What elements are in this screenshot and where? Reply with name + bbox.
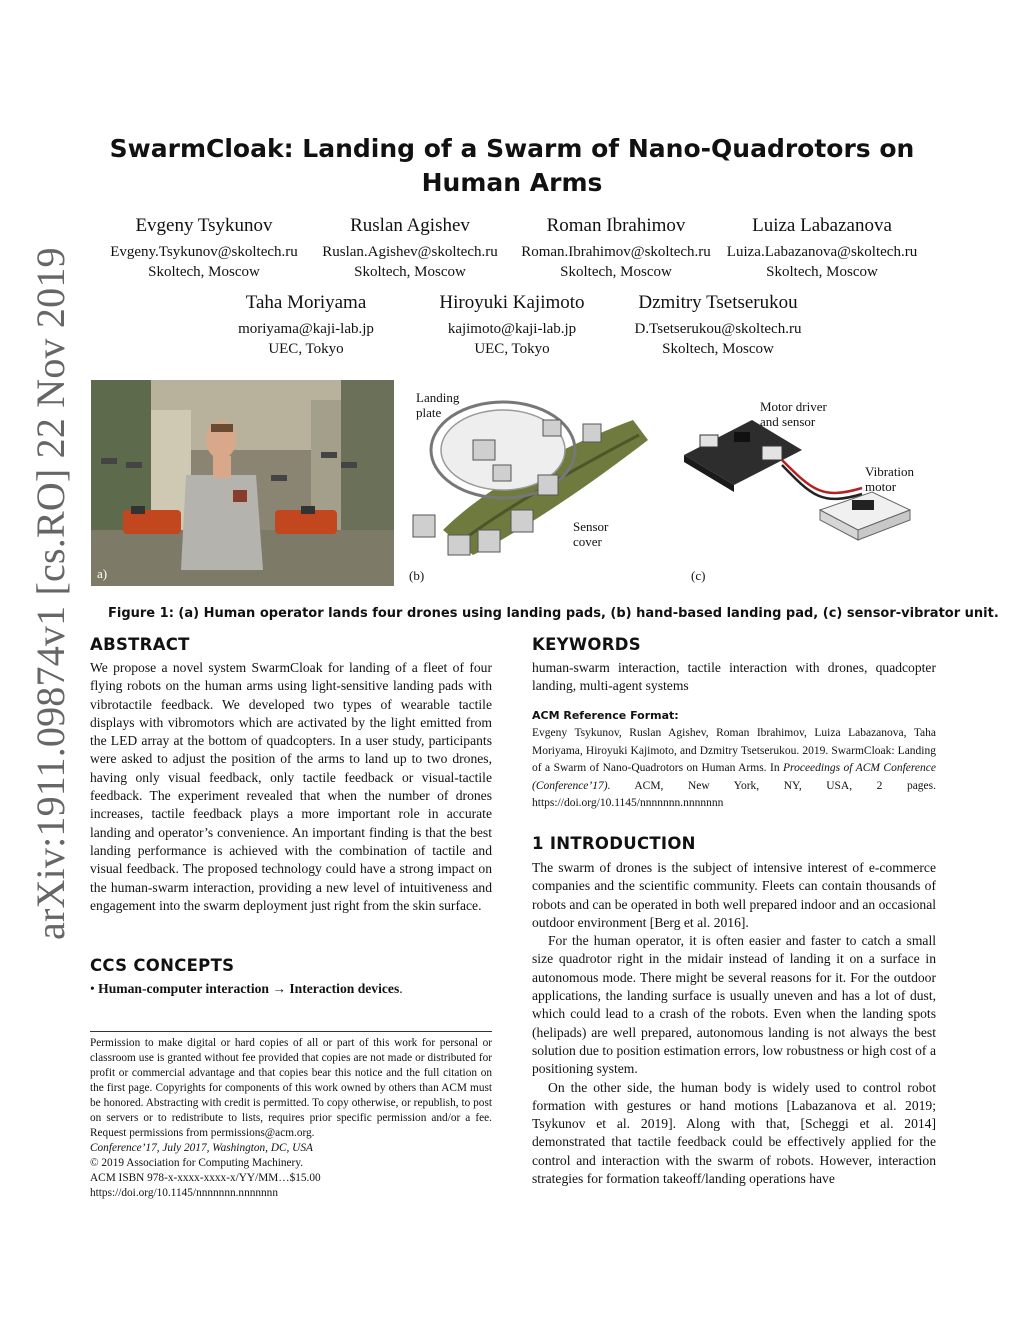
arxiv-stamp: arXiv:1911.09874v1 [cs.RO] 22 Nov 2019	[28, 247, 73, 940]
author-name: Luiza Labazanova	[752, 215, 892, 236]
ccs-bullet: •	[90, 981, 95, 996]
panel-label-a: a)	[97, 566, 108, 581]
isbn-line: ACM ISBN 978-x-xxxx-xxxx-x/YY/MM…$15.00	[90, 1172, 321, 1184]
figure-panel-a	[91, 380, 394, 586]
author-email: moriyama@kaji-lab.jp	[238, 321, 374, 337]
acm-reference-text: Evgeny Tsykunov, Ruslan Agishev, Roman Ibrahimov, Luiza Labazanova, Taha Moriyama, Hiroyuki Kajimoto, and Dzmitry Tsetserukou. 2019. SwarmCloak: Landing of a Swarm of Nano-Quadrotors on Human Arms. In	[532, 727, 936, 774]
introduction-body	[532, 859, 936, 1188]
label-motor-driver-line2: and sensor	[760, 414, 816, 429]
label-sensor-cover-line1: Sensor	[573, 519, 609, 534]
author-name: Ruslan Agishev	[350, 215, 470, 236]
figure-caption: Figure 1: (a) Human operator lands four drones using landing pads, (b) hand-based landing pad, (c) sensor-vibrator unit.	[108, 606, 999, 621]
ccs-item-hci: Human-computer interaction	[98, 981, 269, 996]
introduction-heading: 1 INTRODUCTION	[532, 834, 696, 853]
label-landing-plate-line2: plate	[416, 405, 442, 420]
author-email: Evgeny.Tsykunov@skoltech.ru	[110, 244, 298, 260]
intro-paragraph-3: On the other side, the human body is widely used to control robot formation with gestures or hand motions [Labazanova et al. 2019; Tsykunov et al. 2019]. Along with that, [Scheggi et al. 2014] demonstrated that tactile feedback could be effectively applied for the control and interaction with the swarm of robots. However, interaction strategies for formation takeoff/landing operations have	[532, 1079, 936, 1187]
author-name: Roman Ibrahimov	[546, 215, 686, 236]
ccs-period: .	[399, 981, 403, 996]
author-email: D.Tsetserukou@skoltech.ru	[634, 321, 802, 337]
acm-reference-publisher: ACM, New York, NY, USA, 2 pages. https://doi.org/10.1145/nnnnnnn.nnnnnnn	[532, 779, 936, 809]
author-email: Ruslan.Agishev@skoltech.ru	[322, 244, 498, 260]
author-block	[506, 214, 726, 282]
keywords-text: human-swarm interaction, tactile interaction with drones, quadcopter landing, multi-agent systems	[532, 660, 936, 694]
ccs-heading: CCS CONCEPTS	[90, 956, 235, 975]
author-affiliation: Skoltech, Moscow	[560, 264, 672, 280]
acm-reference-heading: ACM Reference Format:	[532, 709, 679, 722]
footnote-rule	[90, 1031, 492, 1032]
label-sensor-cover-line2: cover	[573, 534, 602, 549]
author-affiliation: Skoltech, Moscow	[148, 264, 260, 280]
author-affiliation: Skoltech, Moscow	[662, 341, 774, 357]
operator-photo	[91, 380, 394, 586]
label-landing-plate-line1: Landing	[416, 390, 460, 405]
author-block	[196, 291, 416, 359]
author-email: Luiza.Labazanova@skoltech.ru	[726, 244, 918, 260]
intro-paragraph-1: The swarm of drones is the subject of intensive interest of e-commerce companies and the scientific community. Fleets can contain thousands of robots and can be operated in both well prepared indoor and an occasional outdoor environment [Berg et al. 2016].	[532, 860, 936, 930]
author-name: Taha Moriyama	[245, 292, 367, 313]
permission-block	[90, 1036, 492, 1201]
author-name: Hiroyuki Kajimoto	[439, 292, 585, 313]
acm-reference-body	[532, 725, 936, 813]
author-name: Dzmitry Tsetserukou	[638, 292, 798, 313]
ccs-item-devices: Interaction devices	[289, 981, 400, 996]
paper-title: SwarmCloak: Landing of a Swarm of Nano-Quadrotors on Human Arms	[109, 134, 915, 197]
author-block	[300, 214, 520, 282]
author-affiliation: UEC, Tokyo	[268, 341, 344, 357]
copyright-line: © 2019 Association for Computing Machinery.	[90, 1157, 304, 1169]
abstract-heading: ABSTRACT	[90, 635, 190, 654]
author-name: Evgeny Tsykunov	[135, 215, 273, 236]
ccs-concepts	[90, 980, 492, 998]
conference-line: Conference’17, July 2017, Washington, DC, USA	[90, 1142, 313, 1154]
figure-panel-b	[403, 380, 654, 586]
author-block	[712, 214, 932, 282]
label-vibration-motor-line2: motor	[865, 479, 897, 494]
panel-label-c: (c)	[691, 568, 706, 583]
author-affiliation: UEC, Tokyo	[474, 341, 550, 357]
permission-text: Permission to make digital or hard copies of all or part of this work for personal or classroom use is granted without fee provided that copies are not made or distributed for profit or commercial advantage and that copies bear this notice and the full citation on the first page. Copyrights for components of this work owned by others than ACM must be honored. Abstracting with credit is permitted. To copy otherwise, or republish, to post on servers or to redistribute to lists, requires prior specific permission and/or a fee. Request permissions from permissions@acm.org.	[90, 1037, 492, 1139]
label-motor-driver-line1: Motor driver	[760, 399, 827, 414]
author-block	[94, 214, 314, 282]
intro-paragraph-2: For the human operator, it is often easier and faster to catch a small size quadrotor right in the midair instead of landing it on a surface in autonomous mode. There might be several reasons for it. For the outdoor applications, the landing surface is usually uneven and has a lot of dust, which could lead to a crash of the robots. Even when the landing spots (helipads) are well prepared, autonomous landing is not always the best solution due to position estimation errors, low robustness or high cost of a positioning system.	[532, 933, 936, 1077]
keywords-body	[532, 659, 936, 696]
author-email: Roman.Ibrahimov@skoltech.ru	[521, 244, 711, 260]
author-block	[402, 291, 622, 359]
abstract-text: We propose a novel system SwarmCloak for landing of a fleet of four flying robots on the human arms using light-sensitive landing pads with vibrotactile feedback. We developed two types of wearable tactile displays with vibromotors which are activated by the light emitted from the LED array at the bottom of quadcopters. In a user study, participants were asked to adjust the position of the arms to land up to two drones, having only visual feedback, only tactile feedback or visual-tactile feedback. The experiment revealed that when the number of drones increases, tactile feedback plays a more important role in accurate landing and operator’s convenience. An important finding is that the best landing performance is achieved with the combination of tactile and visual feedback. The proposed technology could have a strong impact on the human-swarm interaction, providing a new level of intuitiveness and engagement into the swarm deployment just right from the skin surface.	[90, 660, 492, 913]
panel-label-b: (b)	[409, 568, 425, 583]
author-email: kajimoto@kaji-lab.jp	[447, 321, 577, 337]
ccs-arrow: →	[272, 981, 286, 996]
author-affiliation: Skoltech, Moscow	[766, 264, 878, 280]
figure-panel-c	[672, 380, 934, 586]
label-vibration-motor-line1: Vibration	[865, 464, 915, 479]
author-affiliation: Skoltech, Moscow	[354, 264, 466, 280]
keywords-heading: KEYWORDS	[532, 635, 641, 654]
abstract-body	[90, 659, 492, 915]
acm-reference-proceedings: Proceedings of ACM Conference (Conference’17).	[532, 762, 936, 792]
doi-line: https://doi.org/10.1145/nnnnnnn.nnnnnnn	[90, 1187, 278, 1199]
author-block	[608, 291, 828, 359]
